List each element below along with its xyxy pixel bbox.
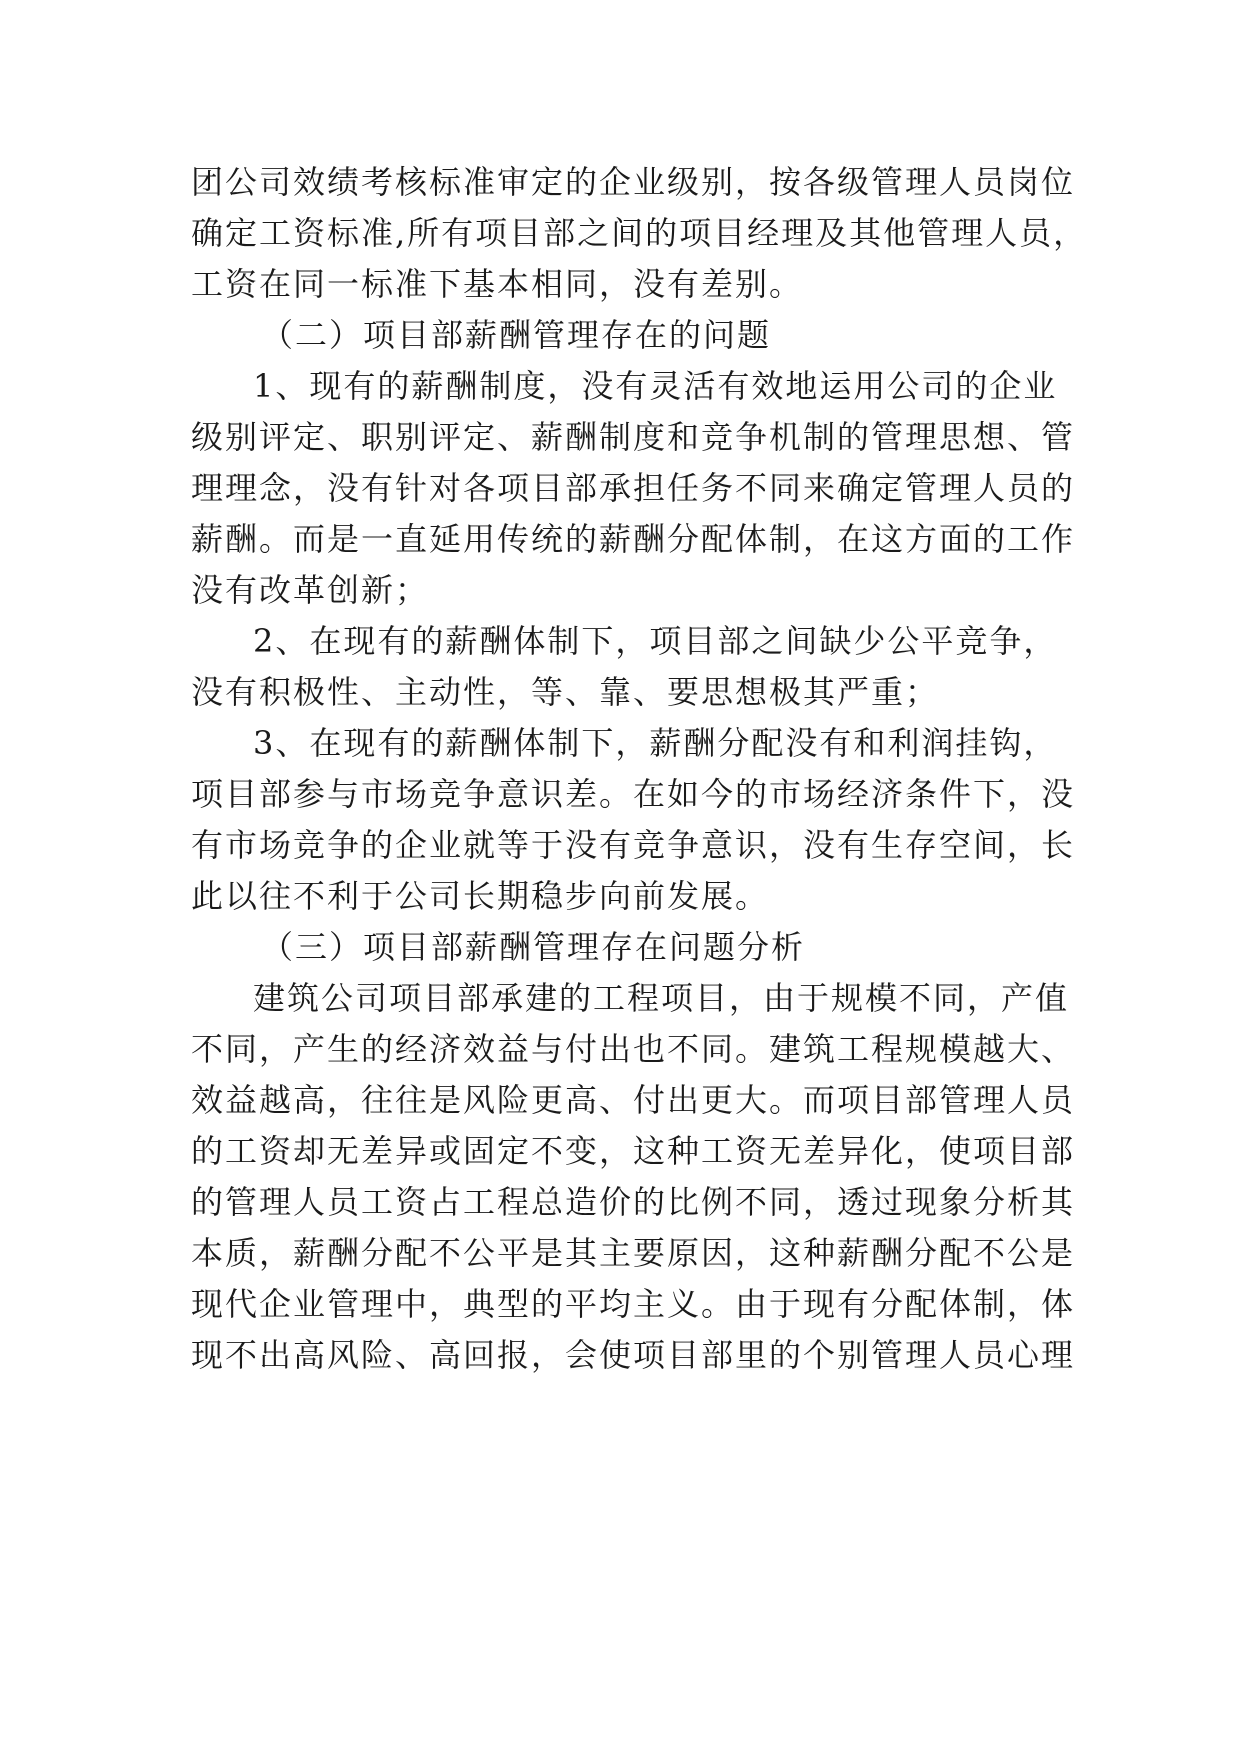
paragraph-line: 薪酬。而是一直延用传统的薪酬分配体制，在这方面的工作 bbox=[191, 520, 1076, 558]
paragraph-line: 现代企业管理中，典型的平均主义。由于现有分配体制，体 bbox=[191, 1285, 1076, 1323]
paragraph-line: 3、在现有的薪酬体制下，薪酬分配没有和利润挂钩， bbox=[253, 724, 1058, 762]
paragraph-line: 建筑公司项目部承建的工程项目，由于规模不同，产值 bbox=[253, 979, 1070, 1017]
paragraph-line: 的工资却无差异或固定不变，这种工资无差异化，使项目部 bbox=[191, 1132, 1076, 1170]
paragraph-line: 2、在现有的薪酬体制下，项目部之间缺少公平竞争， bbox=[253, 622, 1058, 660]
paragraph-line: 本质，薪酬分配不公平是其主要原因，这种薪酬分配不公是 bbox=[191, 1234, 1076, 1272]
paragraph-line: 理理念，没有针对各项目部承担任务不同来确定管理人员的 bbox=[191, 469, 1076, 507]
paragraph-line: 工资在同一标准下基本相同，没有差别。 bbox=[191, 265, 804, 303]
paragraph-line: 的管理人员工资占工程总造价的比例不同，透过现象分析其 bbox=[191, 1183, 1076, 1221]
paragraph-line: 有市场竞争的企业就等于没有竞争意识，没有生存空间，长 bbox=[191, 826, 1076, 864]
paragraph-line: 级别评定、职别评定、薪酬制度和竞争机制的管理思想、管 bbox=[191, 418, 1076, 456]
paragraph-line: 没有积极性、主动性，等、靠、要思想极其严重； bbox=[191, 673, 940, 711]
paragraph-line: 不同，产生的经济效益与付出也不同。建筑工程规模越大、 bbox=[191, 1030, 1076, 1068]
section-heading-2: （二）项目部薪酬管理存在的问题 bbox=[261, 316, 772, 354]
paragraph-line: 效益越高，往往是风险更高、付出更大。而项目部管理人员 bbox=[191, 1081, 1076, 1119]
paragraph-line: 确定工资标准,所有项目部之间的项目经理及其他管理人员， bbox=[191, 214, 1088, 252]
paragraph-line: 1、现有的薪酬制度，没有灵活有效地运用公司的企业 bbox=[253, 367, 1058, 405]
paragraph-line: 没有改革创新； bbox=[191, 571, 430, 609]
section-heading-3: （三）项目部薪酬管理存在问题分析 bbox=[261, 928, 806, 966]
paragraph-line: 现不出高风险、高回报，会使项目部里的个别管理人员心理 bbox=[191, 1336, 1076, 1374]
paragraph-line: 此以往不利于公司长期稳步向前发展。 bbox=[191, 877, 770, 915]
paragraph-line: 团公司效绩考核标准审定的企业级别，按各级管理人员岗位 bbox=[191, 163, 1076, 201]
paragraph-line: 项目部参与市场竞争意识差。在如今的市场经济条件下，没 bbox=[191, 775, 1076, 813]
